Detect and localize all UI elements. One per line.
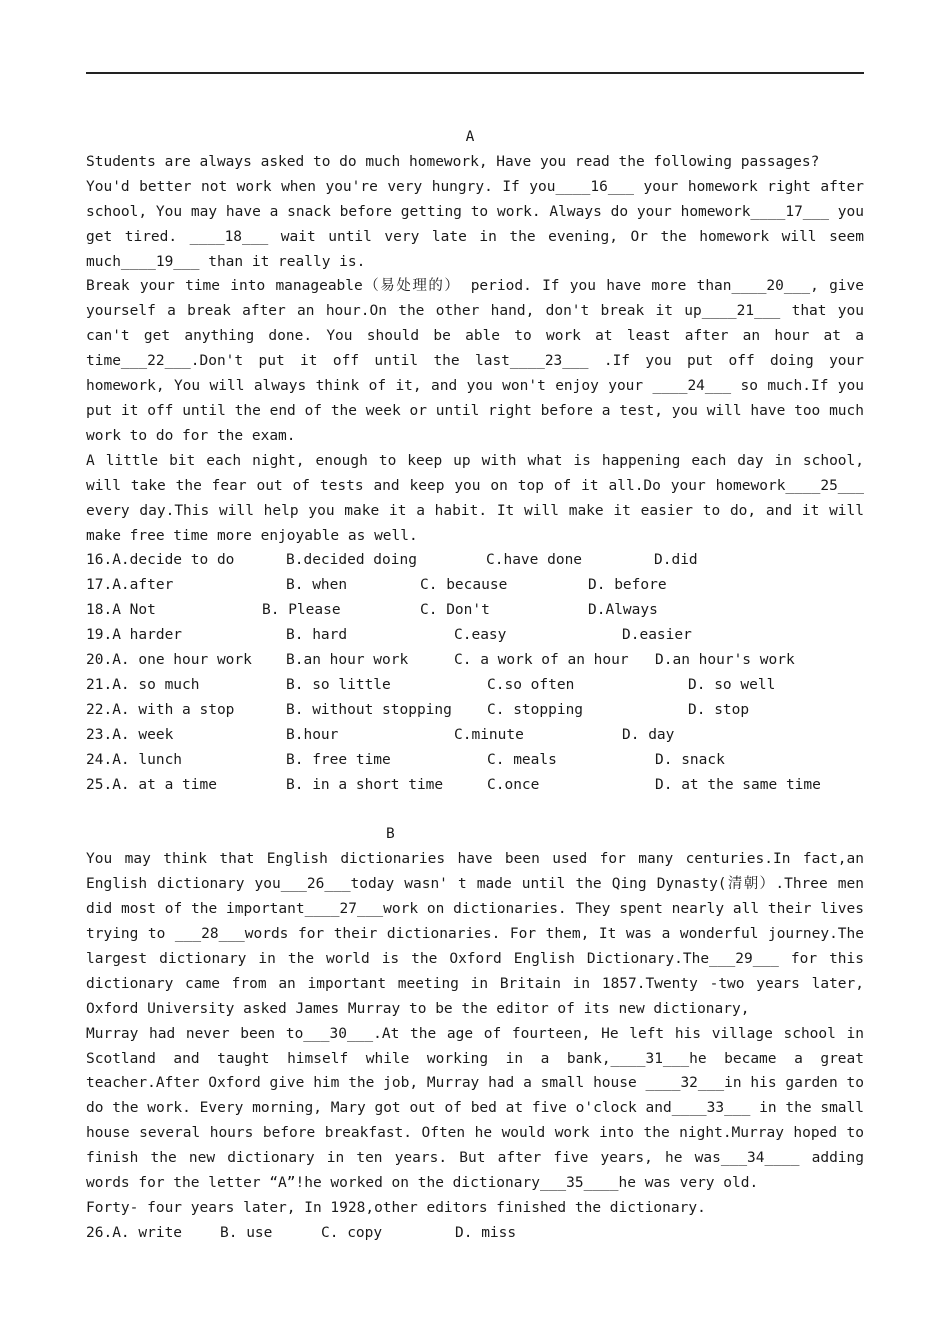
option-row: 17.A.after B. when C. because D. before — [86, 577, 667, 594]
option-row: 26.A. write B. use C. copy D. miss — [86, 1224, 517, 1241]
option-row: 20.A. one hour work B.an hour work C. a work of an hour D.an hour's work — [86, 652, 795, 669]
document-body — [86, 125, 864, 1246]
section-b-heading: B — [386, 826, 395, 843]
option-row: 24.A. lunch B. free time C. meals D. snack — [86, 751, 725, 768]
option-row: 19.A harder B. hard C.easy D.easier — [86, 627, 692, 644]
option-row: 22.A. with a stop B. without stopping C. stopping D. stop — [86, 701, 750, 718]
option-row: 18.A Not B. Please C. Don't D.Always — [86, 602, 658, 619]
option-row: 25.A. at a time B. in a short time C.once D. at the same time — [86, 776, 821, 793]
top-rule — [86, 72, 864, 74]
option-row: 23.A. week B.hour C.minute D. day — [86, 726, 675, 743]
section-b-paragraph: Forty- four years later, In 1928,other editors finished the dictionary. — [86, 1199, 706, 1216]
section-b-paragraph: Murray had never been to___30___.At the age of fourteen, He left his village school in Scotland and taught himself while working in a bank,____31___he became a great teacher.After Oxford give him the job, Murray had a small house ____32___in his garden to do the work. Every morning, Mary got out of bed at five o'clock and____33___ in the small house several hours before breakfast. Often he would work into the night.Murray hoped to finish the new dictionary in ten years. But after five years, he was___34____ adding words for the letter “A”!he worked on the dictionary___35____he was very old. — [86, 1025, 864, 1192]
section-a-intro: Students are always asked to do much homework, Have you read the following passages? — [86, 153, 820, 170]
section-a-paragraph: A little bit each night, enough to keep up with what is happening each day in school, will take the fear out of tests and keep you on top of it all.Do your homework____25___ every day.This will help you make it a habit. It will make it easier to do, and it will make free time more enjoyable as well. — [86, 452, 864, 544]
option-row: 21.A. so much B. so little C.so often D. so well — [86, 676, 776, 693]
section-a-heading: A — [465, 129, 475, 145]
section-a-paragraph: You'd better not work when you're very hungry. If you____16___ your homework right after school, You may have a snack before getting to work. Always do your homework____17___ you get tired. ____18___ wait until very late in the evening, Or the homework will seem much____19___ than it really is. — [86, 178, 864, 270]
section-a-options — [86, 548, 864, 797]
section-a-paragraph: Break your time into manageable（易处理的） period. If you have more than____20___, give yourself a break after an hour.On the other hand, don't break it up____21___ that you can't get anything done. You should be able to work at least after an hour at a time___22___.Don't put it off until the last____23___ .If you put off doing your homework, You will always think of it, and you won't enjoy your ____24___ so much.If you put it off until the end of the week or until right before a test, you will have too much work to do for the exam. — [86, 278, 864, 444]
section-b-options — [86, 1221, 864, 1246]
option-row: 16.A.decide to do B.decided doing C.have done D.did — [86, 552, 698, 569]
spacer — [86, 797, 864, 822]
section-b-paragraph: You may think that English dictionaries have been used for many centuries.In fact,an English dictionary you___26___today wasn' t made until the Qing Dynasty(清朝）.Three men did most of the important____27___work on dictionaries. They spent nearly all their lives trying to ___28___words for their dictionaries. For them, It was a wonderful journey.The largest dictionary in the world is the Oxford English Dictionary.The___29___ for this dictionary came from an important meeting in Britain in 1857.Twenty -two years later, Oxford University asked James Murray to be the editor of its new dictionary, — [86, 851, 864, 1017]
